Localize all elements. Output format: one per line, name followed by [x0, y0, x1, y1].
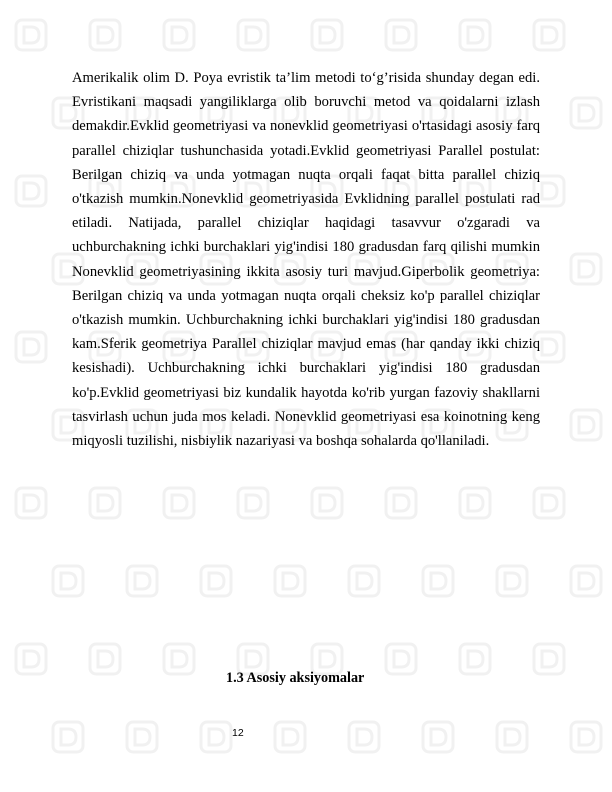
document-logo-watermark-icon	[14, 330, 48, 364]
document-logo-watermark-icon	[273, 720, 307, 754]
document-logo-watermark-icon	[236, 18, 270, 52]
document-logo-watermark-icon	[125, 720, 159, 754]
document-logo-watermark-icon	[88, 486, 122, 520]
document-logo-watermark-icon	[347, 564, 381, 598]
document-logo-watermark-icon	[384, 486, 418, 520]
document-logo-watermark-icon	[569, 252, 603, 286]
document-logo-watermark-icon	[14, 642, 48, 676]
document-logo-watermark-icon	[458, 642, 492, 676]
document-logo-watermark-icon	[421, 720, 455, 754]
document-logo-watermark-icon	[162, 486, 196, 520]
document-logo-watermark-icon	[162, 18, 196, 52]
document-logo-watermark-icon	[199, 720, 233, 754]
document-logo-watermark-icon	[495, 564, 529, 598]
document-logo-watermark-icon	[421, 564, 455, 598]
document-logo-watermark-icon	[88, 18, 122, 52]
page-number: 12	[232, 727, 244, 739]
document-logo-watermark-icon	[236, 486, 270, 520]
document-logo-watermark-icon	[495, 720, 529, 754]
document-logo-watermark-icon	[532, 642, 566, 676]
document-logo-watermark-icon	[310, 18, 344, 52]
document-logo-watermark-icon	[14, 18, 48, 52]
document-logo-watermark-icon	[384, 18, 418, 52]
document-logo-watermark-icon	[569, 408, 603, 442]
document-logo-watermark-icon	[88, 642, 122, 676]
document-logo-watermark-icon	[384, 642, 418, 676]
document-logo-watermark-icon	[532, 486, 566, 520]
document-logo-watermark-icon	[532, 18, 566, 52]
document-logo-watermark-icon	[569, 720, 603, 754]
document-logo-watermark-icon	[310, 486, 344, 520]
section-heading: 1.3 Asosiy aksiyomalar	[226, 670, 365, 686]
document-logo-watermark-icon	[14, 174, 48, 208]
document-logo-watermark-icon	[125, 564, 159, 598]
document-logo-watermark-icon	[569, 96, 603, 130]
body-paragraph: Amerikalik olim D. Poya evristik ta’lim metodi to‘g’risida shunday degan edi. Evristikani maqsadi yangiliklarga olib boruvchi metod va qoidalarni izlash demakdir.Evklid geometriyasi va nonevklid geometriyasi o'rtasidagi asosiy farq parallel chiziqlar tushunchasida yotadi.Evklid geometriyasi Parallel postulat: Berilgan chiziq va unda yotmagan nuqta orqali faqat bitta parallel chiziq o'tkazish mumkin.Nonevklid geometriyasida Evklidning parallel postulati rad etiladi. Natijada, parallel chiziqlar haqidagi tasavvur o'zgaradi va uchburchakning ichki burchaklari yig'indisi 180 gradusdan farq qilishi mumkin Nonevklid geometriyasining ikkita asosiy turi mavjud.Giperbolik geometriya: Berilgan chiziq va unda yotmagan nuqta orqali cheksiz ko'p parallel chiziqlar o'tkazish mumkin. Uchburchakning ichki burchaklari yig'indisi 180 gradusdan kam.Sferik geometriya Parallel chiziqlar mavjud emas (har qanday ikki chiziq kesishadi). Uchburchakning ichki burchaklari yig'indisi 180 gradusdan ko'p.Evklid geometriyasi biz kundalik hayotda ko'rib yurgan fazoviy shakllarni tasvirlash uchun juda mos keladi. Nonevklid geometriyasi esa koinotning keng miqyosli tuzilishi, nisbiylik nazariyasi va boshqa sohalarda qo'llaniladi.	[72, 70, 540, 450]
document-logo-watermark-icon	[458, 486, 492, 520]
document-logo-watermark-icon	[458, 18, 492, 52]
document-logo-watermark-icon	[569, 564, 603, 598]
document-logo-watermark-icon	[199, 564, 233, 598]
document-logo-watermark-icon	[347, 720, 381, 754]
document-logo-watermark-icon	[51, 564, 85, 598]
document-logo-watermark-icon	[14, 486, 48, 520]
document-logo-watermark-icon	[51, 720, 85, 754]
document-logo-watermark-icon	[273, 564, 307, 598]
document-logo-watermark-icon	[162, 642, 196, 676]
